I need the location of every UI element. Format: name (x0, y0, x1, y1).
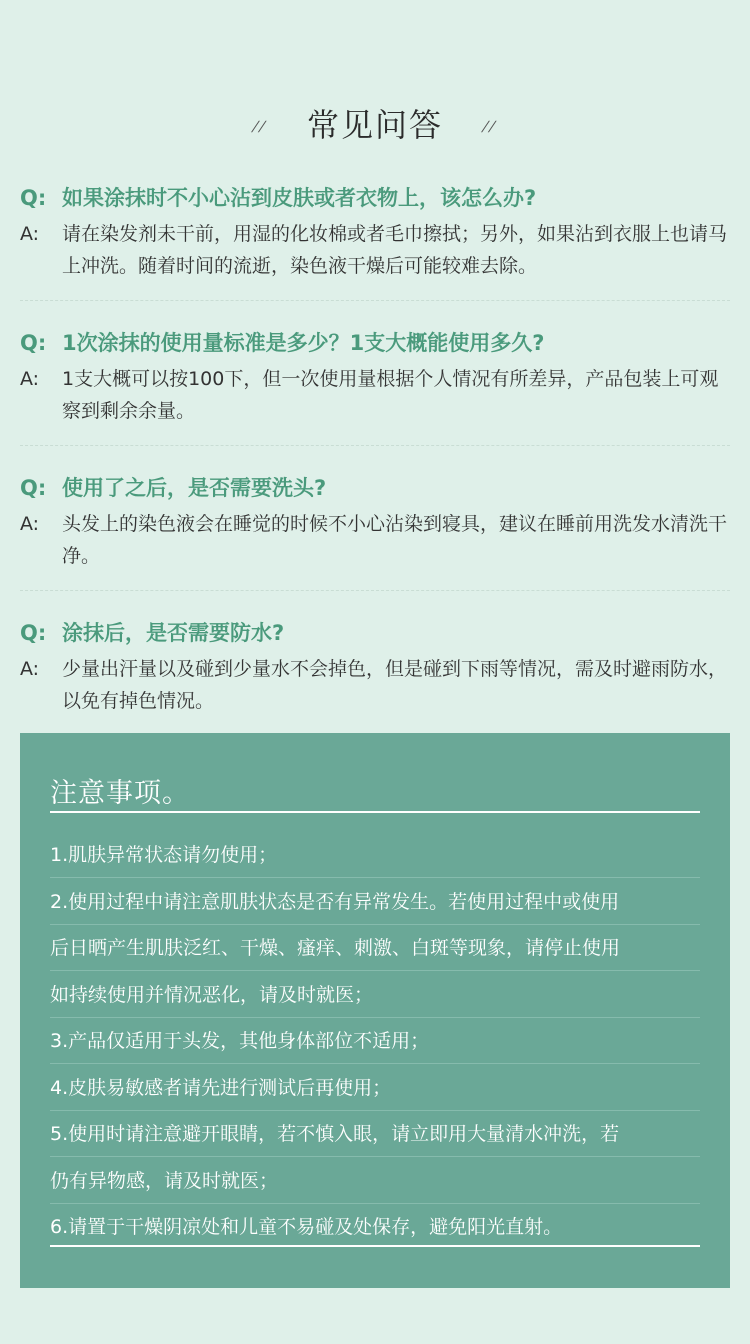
q-mark: Q: (20, 331, 47, 355)
notes-divider-bottom (50, 1245, 700, 1247)
note-line: 1.肌肤异常状态请勿使用； (50, 833, 700, 878)
note-line: 后日晒产生肌肤泛红、干燥、瘙痒、刺激、白斑等现象，请停止使用 (50, 926, 700, 971)
q-mark: Q: (20, 476, 47, 500)
notes-list (50, 833, 700, 1251)
faq-answer-text: 头发上的染色液会在睡觉的时候不小心沾染到寝具，建议在睡前用洗发水清洗干净。 (62, 513, 728, 567)
q-mark: Q: (20, 621, 47, 645)
faq-list (20, 170, 730, 749)
title-deco-left: // (250, 119, 270, 135)
faq-question-text: 使用了之后，是否需要洗头? (62, 476, 327, 500)
faq-answer-text: 1支大概可以按100下，但一次使用量根据个人情况有所差异，产品包装上可观察到剩余余量。 (62, 368, 719, 422)
a-mark: A: (20, 513, 40, 535)
notes-divider-top (50, 811, 700, 813)
note-line: 3.产品仅适用于头发，其他身体部位不适用； (50, 1019, 700, 1064)
faq-question-text: 如果涂抹时不小心沾到皮肤或者衣物上，该怎么办? (62, 186, 537, 210)
faq-question (20, 178, 730, 218)
faq-question (20, 613, 730, 653)
faq-question (20, 468, 730, 508)
faq-item (20, 460, 730, 591)
faq-answer (20, 508, 730, 572)
faq-title-text: 常见问答 (306, 106, 443, 144)
faq-question (20, 323, 730, 363)
notes-panel (20, 733, 730, 1288)
faq-answer-text: 请在染发剂未干前，用湿的化妆棉或者毛巾擦拭；另外，如果沾到衣服上也请马上冲洗。随着时间的流逝，染色液干燥后可能较难去除。 (62, 223, 728, 277)
faq-item (20, 170, 730, 301)
a-mark: A: (20, 368, 40, 390)
q-mark: Q: (20, 186, 47, 210)
faq-answer (20, 218, 730, 282)
a-mark: A: (20, 223, 40, 245)
faq-question-text: 1次涂抹的使用量标准是多少？1支大概能使用多久? (62, 331, 545, 355)
faq-item (20, 315, 730, 446)
note-line: 2.使用过程中请注意肌肤状态是否有异常发生。若使用过程中或使用 (50, 880, 700, 925)
faq-section-title (0, 100, 750, 146)
title-deco-right: // (480, 119, 500, 135)
faq-question-text: 涂抹后，是否需要防水? (62, 621, 285, 645)
note-line: 仍有异物感，请及时就医； (50, 1159, 700, 1204)
note-line: 6.请置于干燥阴凉处和儿童不易碰及处保存，避免阳光直射。 (50, 1216, 563, 1238)
note-line: 4.皮肤易敏感者请先进行测试后再使用； (50, 1066, 700, 1111)
note-line: 如持续使用并情况恶化，请及时就医； (50, 973, 700, 1018)
a-mark: A: (20, 658, 40, 680)
note-line: 5.使用时请注意避开眼睛，若不慎入眼，请立即用大量清水冲洗，若 (50, 1112, 700, 1157)
faq-answer (20, 363, 730, 427)
faq-item (20, 605, 730, 735)
faq-answer (20, 653, 730, 717)
faq-answer-text: 少量出汗量以及碰到少量水不会掉色，但是碰到下雨等情况，需及时避雨防水，以免有掉色情况。 (62, 658, 728, 712)
notes-title: 注意事项。 (50, 778, 190, 809)
